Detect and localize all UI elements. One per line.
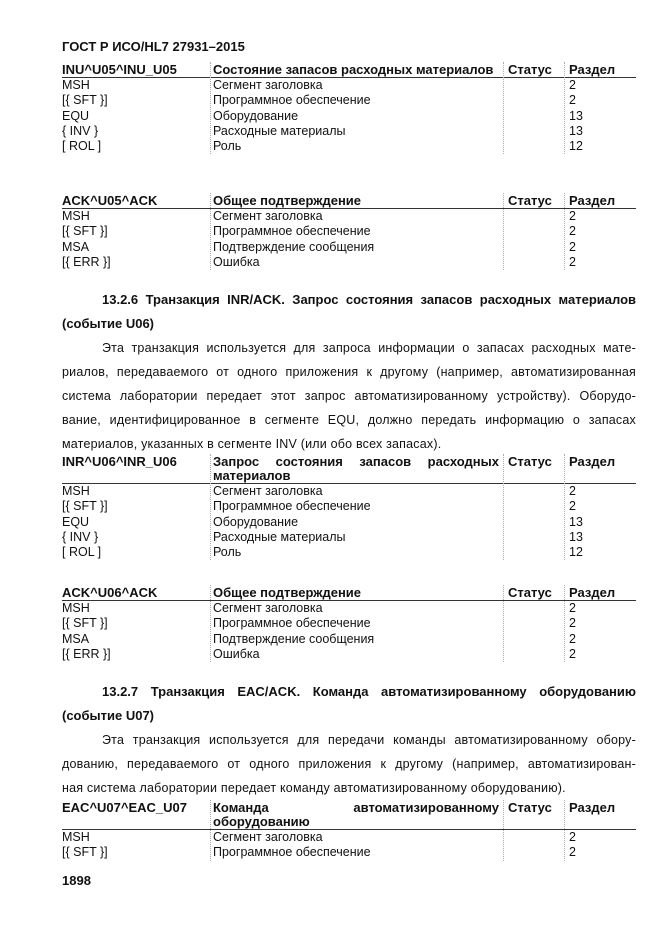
paragraph-line: система лаборатории передает этот запрос автоматизированному устройству). Оборудо- bbox=[62, 389, 636, 403]
section-paragraph-13-2-7 bbox=[62, 728, 636, 800]
paragraph-line: вание, идентифицированное в сегменте EQU, должно передать информацию о запасах bbox=[62, 413, 636, 427]
cell-description: Ошибка bbox=[213, 646, 260, 661]
table-row bbox=[62, 124, 636, 139]
cell-description: Программное обеспечение bbox=[213, 616, 371, 631]
paragraph-line: дованию, передаваемого от одного приложения к другому (например, автоматизирован- bbox=[62, 757, 636, 771]
header-status: Статус bbox=[508, 193, 552, 208]
cell-description: Сегмент заголовка bbox=[213, 209, 323, 223]
table-row bbox=[62, 601, 636, 616]
column-divider bbox=[564, 454, 565, 560]
table-row bbox=[62, 255, 636, 270]
column-divider bbox=[503, 193, 504, 270]
table-row bbox=[62, 845, 636, 860]
cell-segment: MSH bbox=[62, 78, 90, 92]
cell-section: 2 bbox=[569, 254, 576, 269]
table-header bbox=[62, 62, 636, 78]
cell-description: Программное обеспечение bbox=[213, 499, 371, 514]
cell-section: 12 bbox=[569, 139, 583, 154]
cell-segment: [{ SFT }] bbox=[62, 499, 108, 514]
cell-section: 13 bbox=[569, 529, 583, 544]
cell-segment: [ ROL ] bbox=[62, 139, 102, 154]
cell-section: 2 bbox=[569, 616, 576, 631]
column-divider bbox=[210, 585, 211, 662]
cell-segment: EQU bbox=[62, 108, 90, 123]
cell-section: 2 bbox=[569, 93, 576, 108]
header-description: Команда автоматизированному оборудованию bbox=[213, 800, 499, 829]
cell-description: Роль bbox=[213, 139, 242, 154]
cell-section: 2 bbox=[569, 78, 576, 92]
header-section: Раздел bbox=[569, 62, 616, 77]
column-divider bbox=[503, 800, 504, 861]
header-description: Общее подтверждение bbox=[213, 193, 362, 208]
document-header: ГОСТ Р ИСО/HL7 27931–2015 bbox=[62, 39, 245, 54]
header-segment: INU^U05^INU_U05 bbox=[62, 62, 177, 77]
header-description: Состояние запасов расходных материалов bbox=[213, 62, 494, 77]
cell-description: Оборудование bbox=[213, 108, 299, 123]
cell-segment: MSH bbox=[62, 209, 90, 223]
paragraph-line: Эта транзакция используется для передачи команды автоматизированному обору- bbox=[102, 733, 636, 747]
table-row bbox=[62, 647, 636, 662]
heading-line: (событие U06) bbox=[62, 316, 155, 331]
cell-description: Подтверждение сообщения bbox=[213, 631, 375, 646]
column-divider bbox=[210, 800, 211, 861]
table-row bbox=[62, 515, 636, 530]
table-row bbox=[62, 224, 636, 239]
cell-section: 2 bbox=[569, 631, 576, 646]
cell-description: Сегмент заголовка bbox=[213, 484, 323, 498]
cell-section: 13 bbox=[569, 123, 583, 138]
cell-segment: [{ SFT }] bbox=[62, 616, 108, 631]
column-divider bbox=[503, 62, 504, 154]
table-row bbox=[62, 484, 636, 499]
header-status: Статус bbox=[508, 585, 552, 600]
heading-line: (событие U07) bbox=[62, 708, 155, 723]
column-divider bbox=[503, 585, 504, 662]
paragraph-line: материалов, указанных в сегменте INV (или обо всех запасах). bbox=[62, 437, 442, 451]
header-section: Раздел bbox=[569, 193, 616, 208]
column-divider bbox=[564, 193, 565, 270]
section-heading-13-2-7 bbox=[62, 680, 636, 728]
column-divider bbox=[564, 800, 565, 861]
cell-section: 2 bbox=[569, 209, 576, 223]
cell-description: Расходные материалы bbox=[213, 529, 346, 544]
cell-description: Оборудование bbox=[213, 514, 299, 529]
cell-segment: MSA bbox=[62, 631, 90, 646]
cell-segment: MSH bbox=[62, 601, 90, 615]
section-paragraph-13-2-6 bbox=[62, 336, 636, 456]
message-table-inr-u06 bbox=[62, 454, 636, 560]
cell-section: 2 bbox=[569, 830, 576, 844]
cell-description: Программное обеспечение bbox=[213, 845, 371, 860]
paragraph-line: ная система лаборатории передает команду автоматизированному оборудованию). bbox=[62, 781, 566, 795]
header-status: Статус bbox=[508, 454, 552, 469]
cell-description: Подтверждение сообщения bbox=[213, 239, 375, 254]
cell-description: Сегмент заголовка bbox=[213, 78, 323, 92]
cell-description: Программное обеспечение bbox=[213, 224, 371, 239]
table-row bbox=[62, 78, 636, 93]
table-row bbox=[62, 109, 636, 124]
cell-segment: MSH bbox=[62, 484, 90, 498]
cell-segment: [ ROL ] bbox=[62, 545, 102, 560]
message-table-ack-u06 bbox=[62, 585, 636, 662]
table-row bbox=[62, 209, 636, 224]
column-divider bbox=[210, 193, 211, 270]
cell-section: 2 bbox=[569, 845, 576, 860]
cell-segment: [{ SFT }] bbox=[62, 224, 108, 239]
cell-segment: [{ SFT }] bbox=[62, 93, 108, 108]
table-header bbox=[62, 585, 636, 601]
cell-section: 2 bbox=[569, 499, 576, 514]
cell-description: Расходные материалы bbox=[213, 123, 346, 138]
table-row bbox=[62, 139, 636, 154]
cell-description: Программное обеспечение bbox=[213, 93, 371, 108]
header-description: Запрос состояния запасов расходных материалов bbox=[213, 454, 499, 483]
column-divider bbox=[503, 454, 504, 560]
cell-segment: { INV } bbox=[62, 123, 99, 138]
table-row bbox=[62, 545, 636, 560]
table-row bbox=[62, 616, 636, 631]
cell-segment: [{ ERR }] bbox=[62, 254, 111, 269]
header-status: Статус bbox=[508, 62, 552, 77]
header-segment: EAC^U07^EAC_U07 bbox=[62, 800, 188, 815]
column-divider bbox=[210, 454, 211, 560]
cell-section: 2 bbox=[569, 484, 576, 498]
cell-segment: { INV } bbox=[62, 529, 99, 544]
cell-section: 2 bbox=[569, 224, 576, 239]
cell-description: Сегмент заголовка bbox=[213, 601, 323, 615]
header-section: Раздел bbox=[569, 800, 616, 815]
table-row bbox=[62, 93, 636, 108]
cell-section: 13 bbox=[569, 514, 583, 529]
column-divider bbox=[564, 585, 565, 662]
heading-line: 13.2.7 Транзакция EAC/ACK. Команда автоматизированному оборудованию bbox=[102, 684, 636, 699]
table-row bbox=[62, 530, 636, 545]
paragraph-line: риалов, передаваемого от одного приложения к другому (например, автоматизированная bbox=[62, 365, 636, 379]
cell-segment: MSA bbox=[62, 239, 90, 254]
column-divider bbox=[564, 62, 565, 154]
header-status: Статус bbox=[508, 800, 552, 815]
header-segment: INR^U06^INR_U06 bbox=[62, 454, 177, 469]
cell-description: Роль bbox=[213, 545, 242, 560]
table-row bbox=[62, 632, 636, 647]
header-segment: ACK^U06^ACK bbox=[62, 585, 158, 600]
cell-segment: [{ SFT }] bbox=[62, 845, 108, 860]
cell-description: Ошибка bbox=[213, 254, 260, 269]
cell-segment: EQU bbox=[62, 514, 90, 529]
table-header bbox=[62, 800, 636, 830]
cell-section: 2 bbox=[569, 601, 576, 615]
cell-segment: [{ ERR }] bbox=[62, 646, 111, 661]
table-row bbox=[62, 240, 636, 255]
table-row bbox=[62, 499, 636, 514]
page-number: 1898 bbox=[62, 873, 91, 888]
paragraph-line: Эта транзакция используется для запроса информации о запасах расходных мате- bbox=[102, 341, 636, 355]
cell-section: 2 bbox=[569, 646, 576, 661]
message-table-inu-u05 bbox=[62, 62, 636, 154]
cell-section: 12 bbox=[569, 545, 583, 560]
cell-segment: MSH bbox=[62, 830, 90, 844]
message-table-ack-u05 bbox=[62, 193, 636, 270]
header-section: Раздел bbox=[569, 585, 616, 600]
table-row bbox=[62, 830, 636, 845]
cell-section: 2 bbox=[569, 239, 576, 254]
section-heading-13-2-6 bbox=[62, 288, 636, 336]
message-table-eac-u07 bbox=[62, 800, 636, 861]
table-header bbox=[62, 193, 636, 209]
cell-description: Сегмент заголовка bbox=[213, 830, 323, 844]
column-divider bbox=[210, 62, 211, 154]
cell-section: 13 bbox=[569, 108, 583, 123]
header-description: Общее подтверждение bbox=[213, 585, 362, 600]
header-section: Раздел bbox=[569, 454, 616, 469]
header-segment: ACK^U05^ACK bbox=[62, 193, 158, 208]
heading-line: 13.2.6 Транзакция INR/ACK. Запрос состояния запасов расходных материалов bbox=[102, 292, 636, 307]
table-header bbox=[62, 454, 636, 484]
